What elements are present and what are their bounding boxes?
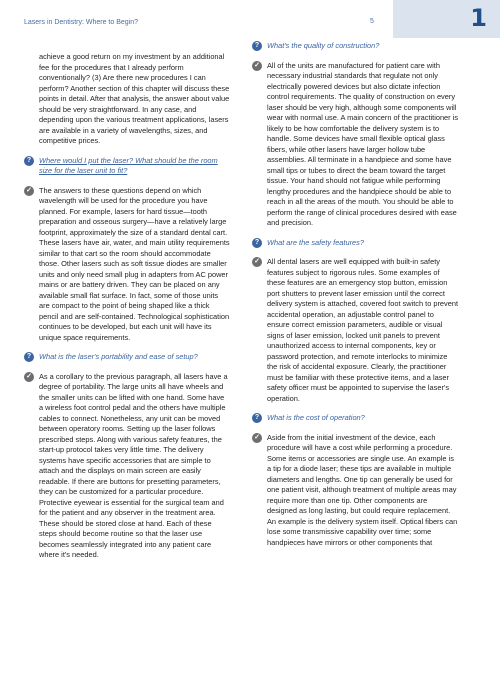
check-icon: ✓ <box>24 186 34 196</box>
check-icon: ✓ <box>252 257 262 267</box>
question-icon: ? <box>252 41 262 51</box>
question-text: Where would I put the laser? What should be the room size for the laser unit to fit? <box>39 155 218 175</box>
paragraph-text: achieve a good return on my investment by an additional fee for the procedures that I already perform conventionally? (3) Are there new procedures I can perform? Another section of this chapter will discuss these points in detail. After that analysis, the answer about value should be very straightforward. In any case, and depending upon the various treatment applications, lasers are available in a variety of wavelengths, sizes, and competitive prices. <box>39 52 230 145</box>
answer-block <box>252 257 458 404</box>
right-column <box>252 41 458 557</box>
answer-text: The answers to these questions depend on which wavelength will be used for the procedure you have planned. For example, lasers for hard tissue—tooth preparation and osseous surgery—have a relatively large footprint, approximately the size of a standard dental cart. These lasers have air, water, and main utility requirements similar to that cart so the room should accommodate those. Other lasers such as soft tissue diodes are smaller units and only need small plug in adapters from AC power mains or are battery driven. They can be placed on any available small flat surface. In fact, some of those units are compact to the point of being shaped like a thick pencil and are self-contained. Technological sophistication continues to be developed, but each unit will have its unique space requirements. <box>39 185 230 342</box>
check-icon: ✓ <box>252 433 262 443</box>
answer-block <box>252 61 458 229</box>
page-number: 5 <box>370 18 374 25</box>
question-text: What is the laser's portability and ease of setup? <box>39 352 198 361</box>
answer-block <box>24 186 230 344</box>
check-icon: ✓ <box>24 372 34 382</box>
question-block <box>24 156 230 177</box>
answer-text: As a corollary to the previous paragraph, all lasers have a degree of portability. The large units all have wheels and the smaller units can be lifted with one hand. Some have a wireless foot control pedal and the others have multiple cables to connect. Nonetheless, any unit can be moved between operatory rooms. Setting up the laser follows prescribed steps. Along with various safety features, the start-up protocol takes very little time. The delivery systems have specific accessories that are simple to attach and the displays on main screen are easily readable. If there are buttons for presetting parameters, they can be customized for a particular procedure. Protective eyewear is essential for the surgical team and for the patient and any observer in the treatment area. These should be stored close at hand. Each of these steps should become routine so that the laser use becomes seamlessly integrated into any patient care where it's needed. <box>39 371 228 559</box>
question-text: What's the quality of construction? <box>267 41 380 50</box>
running-title: Lasers in Dentistry: Where to Begin? <box>24 19 138 26</box>
question-text: What is the cost of operation? <box>267 413 365 422</box>
question-text: What are the safety features? <box>267 237 364 247</box>
question-icon: ? <box>252 413 262 423</box>
left-column <box>24 52 230 570</box>
question-block <box>252 413 458 424</box>
answer-text: Aside from the initial investment of the device, each procedure will have a cost while performing a procedure. Some items or accessories are single use. An example is a tip for a diode laser; these tips are available in multiple diameters and lengths. One tip can generally be used for one patient visit, although treatment of multiple areas may require more than one tip. Other components are designed as long lasting, but could require replacement. An example is the delivery system itself. Optical fibers can lose some transmissive capability over time; some handpieces have mirrors or other components that <box>267 432 458 547</box>
question-icon: ? <box>24 352 34 362</box>
question-icon: ? <box>24 156 34 166</box>
answer-text: All dental lasers are well equipped with built-in safety features subject to rigorous rules. Some examples of these features are an emergency stop button, emission port shutters to prevent laser emission until the correct delivery system is attached, covered foot switch to prevent accidental operation, an adjustable control panel to ensure correct emission parameters, audible or visual signs of laser emission, locked unit panels to prevent unauthorized access to internal components, key or password protection, and remote interlocks to minimize the risk of accidental exposure. Clearly, the practitioner must be familiar with these protective items, and a laser safety officer must be appointed to supervise the laser's operation. <box>267 257 459 403</box>
check-icon: ✓ <box>252 61 262 71</box>
answer-block <box>252 433 458 549</box>
question-icon: ? <box>252 238 262 248</box>
chapter-number: 1 <box>470 4 487 32</box>
chapter-tab <box>393 0 500 38</box>
question-block <box>252 41 458 52</box>
question-block <box>252 238 458 249</box>
question-block <box>24 352 230 363</box>
answer-text: All of the units are manufactured for patient care with necessary industrial standards that regulate not only electrically powered devices but also dictate infection control requirements. The quality of construction on every laser should be very high, although some components will wear with normal use. A main concern of the practitioner is likely to be how comfortable the delivery system is to handle. Some devices have small flexible optical glass fibers, while other lasers have larger hollow tube assemblies. All terminate in a handpiece and some have small tips or tubes to direct the beam toward the target tissue. Your hand should not fatigue while performing lengthy procedures and the handpiece should be able to reach in all the areas of the mouth. You should be able to perform the range of clinical procedures desired with ease and precision. <box>267 60 459 227</box>
answer-block <box>24 372 230 561</box>
continued-paragraph <box>24 52 230 147</box>
